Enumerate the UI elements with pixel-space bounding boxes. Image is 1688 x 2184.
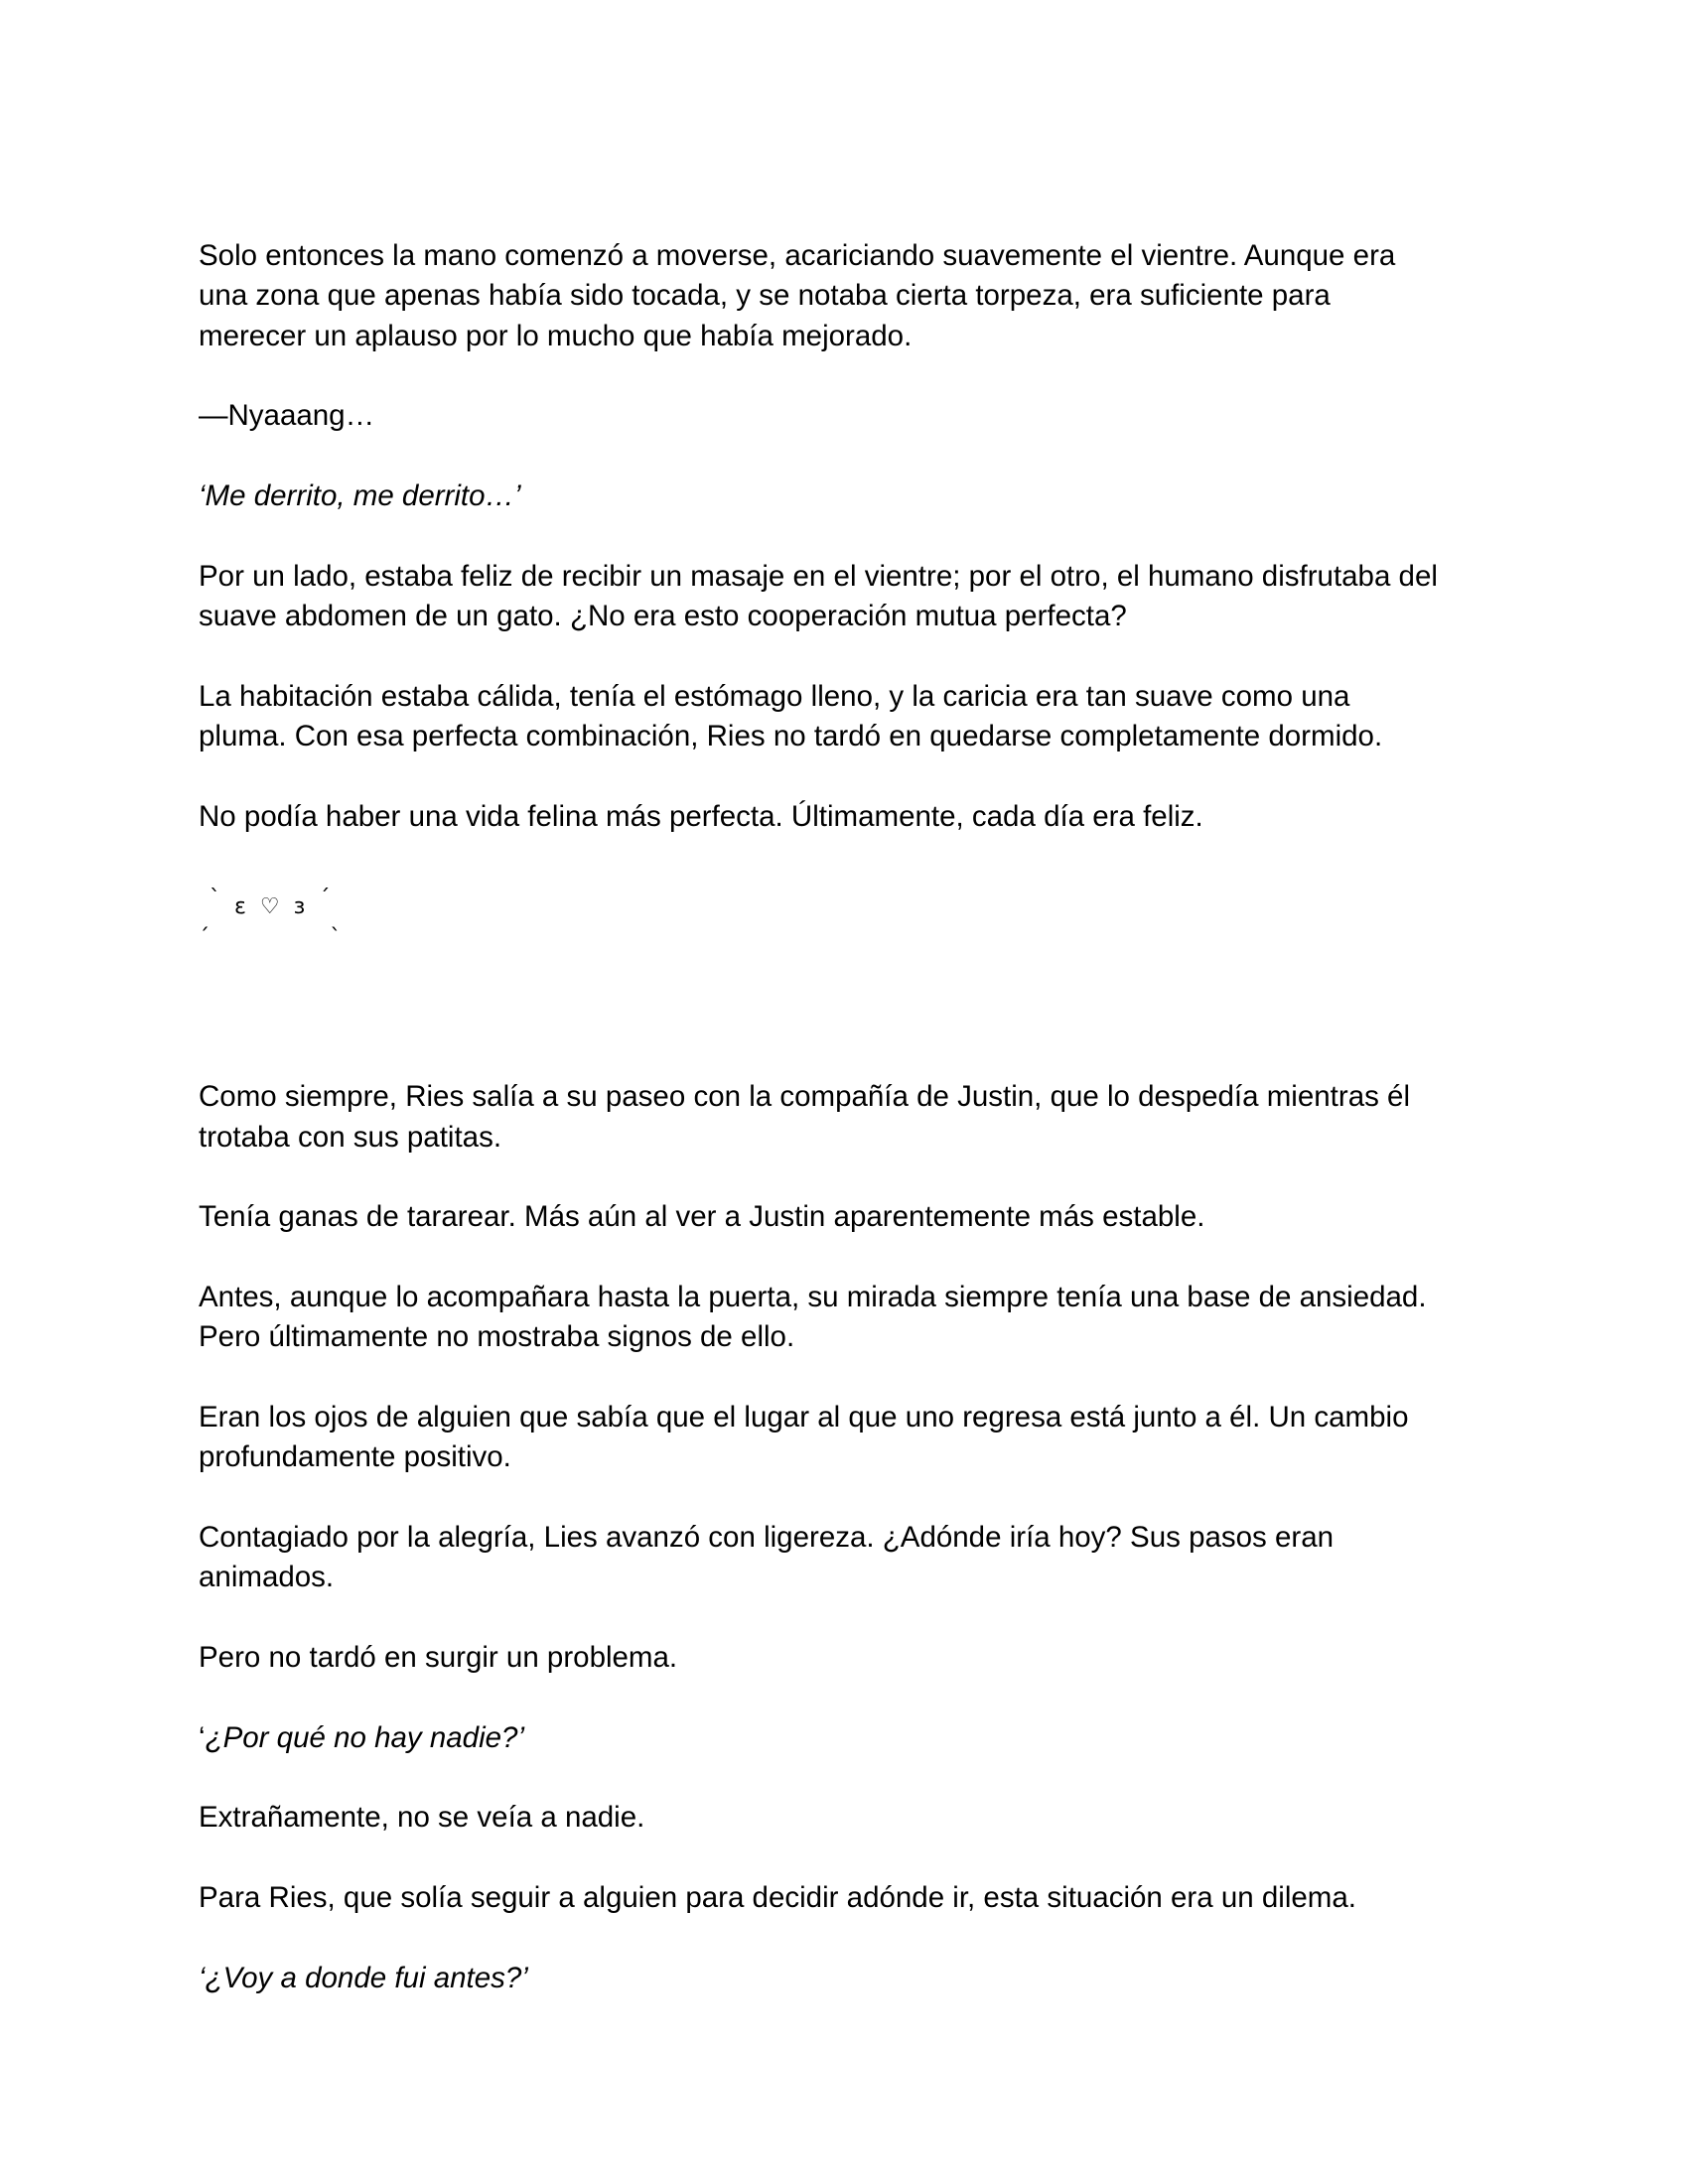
text-line: La habitación estaba cálida, tenía el estómago lleno, y la caricia era tan suave como una — [199, 679, 1350, 713]
scene-divider-kaomoji — [199, 886, 1509, 931]
text-line: Tenía ganas de tararear. Más aún al ver a Justin aparentemente más estable. — [199, 1200, 1205, 1234]
text-line: profundamente positivo. — [199, 1440, 511, 1474]
text-line: Extrañamente, no se veía a nadie. — [199, 1801, 645, 1835]
paragraph-thought-melting — [199, 477, 1509, 516]
text-line: Pero últimamente no mostraba signos de ello. — [199, 1320, 795, 1354]
text-line: Pero no tardó en surgir un problema. — [199, 1641, 678, 1675]
dialogue-line: —Nyaaang… — [199, 399, 375, 433]
acute-accent-glyph: ˊ — [319, 886, 331, 911]
thought-text: ¿Por qué no hay nadie?’ — [205, 1720, 525, 1754]
text-line: merecer un aplauso por lo mucho que había mejorado. — [199, 319, 913, 352]
text-line: Antes, aunque lo acompañara hasta la puerta, su mirada siempre tenía una base de ansiedad. — [199, 1280, 1427, 1313]
text-line: animados. — [199, 1561, 335, 1594]
paragraph-dilemma — [199, 1878, 1509, 1918]
text-line: Para Ries, que solía seguir a alguien para decidir adónde ir, esta situación era un dilema. — [199, 1881, 1356, 1915]
text-line: Eran los ojos de alguien que sabía que el lugar al que uno regresa está junto a él. Un cambio — [199, 1400, 1409, 1433]
text-line: pluma. Con esa perfecta combinación, Ries no tardó en quedarse completamente dormido. — [199, 720, 1383, 753]
paragraph-nyaaang — [199, 396, 1509, 436]
paragraph-mutual-cooperation — [199, 557, 1509, 637]
document-page — [199, 236, 1509, 2038]
paragraph-walk-with-justin — [199, 1077, 1509, 1158]
grave-accent-glyph: ˋ — [210, 886, 220, 911]
paragraph-thought-nobody — [199, 1718, 1509, 1758]
paragraph-hand-moving — [199, 236, 1509, 356]
paragraph-hum — [199, 1197, 1509, 1237]
ze-glyph: з — [293, 893, 306, 919]
low-grave-accent-glyph: ˎ — [330, 905, 342, 931]
opening-quote: ‘ — [199, 1720, 206, 1754]
thought-line: ‘Me derrito, me derrito…’ — [199, 479, 521, 513]
paragraph-anxiety — [199, 1278, 1509, 1358]
thought-line — [199, 1718, 1509, 1758]
paragraph-warm-room — [199, 677, 1509, 757]
heart-icon: ♡ — [259, 893, 280, 919]
text-line: Como siempre, Ries salía a su paseo con la compañía de Justin, que lo despedía mientras él — [199, 1080, 1411, 1114]
paragraph-strangely — [199, 1798, 1509, 1838]
paragraph-problem — [199, 1638, 1509, 1678]
low-acute-accent-glyph: ˏ — [199, 905, 210, 931]
paragraph-perfect-life — [199, 797, 1509, 837]
text-line: Solo entonces la mano comenzó a moverse, acariciando suavemente el vientre. Aunque era — [199, 239, 1396, 272]
paragraph-eyes — [199, 1398, 1509, 1478]
text-line: una zona que apenas había sido tocada, y se notaba cierta torpeza, era suficiente para — [199, 279, 1331, 313]
text-line: trotaba con sus patitas. — [199, 1120, 502, 1154]
thought-line: ‘¿Voy a donde fui antes?’ — [199, 1961, 528, 1994]
text-line: suave abdomen de un gato. ¿No era esto cooperación mutua perfecta? — [199, 600, 1127, 633]
paragraph-joy — [199, 1518, 1509, 1598]
text-line: Por un lado, estaba feliz de recibir un masaje en el vientre; por el otro, el humano disfrutaba del — [199, 559, 1438, 593]
paragraph-thought-go-before — [199, 1959, 1509, 1998]
text-line: No podía haber una vida felina más perfecta. Últimamente, cada día era feliz. — [199, 799, 1203, 833]
text-line: Contagiado por la alegría, Lies avanzó con ligereza. ¿Adónde iría hoy? Sus pasos eran — [199, 1521, 1335, 1555]
epsilon-glyph: ε — [234, 893, 246, 919]
